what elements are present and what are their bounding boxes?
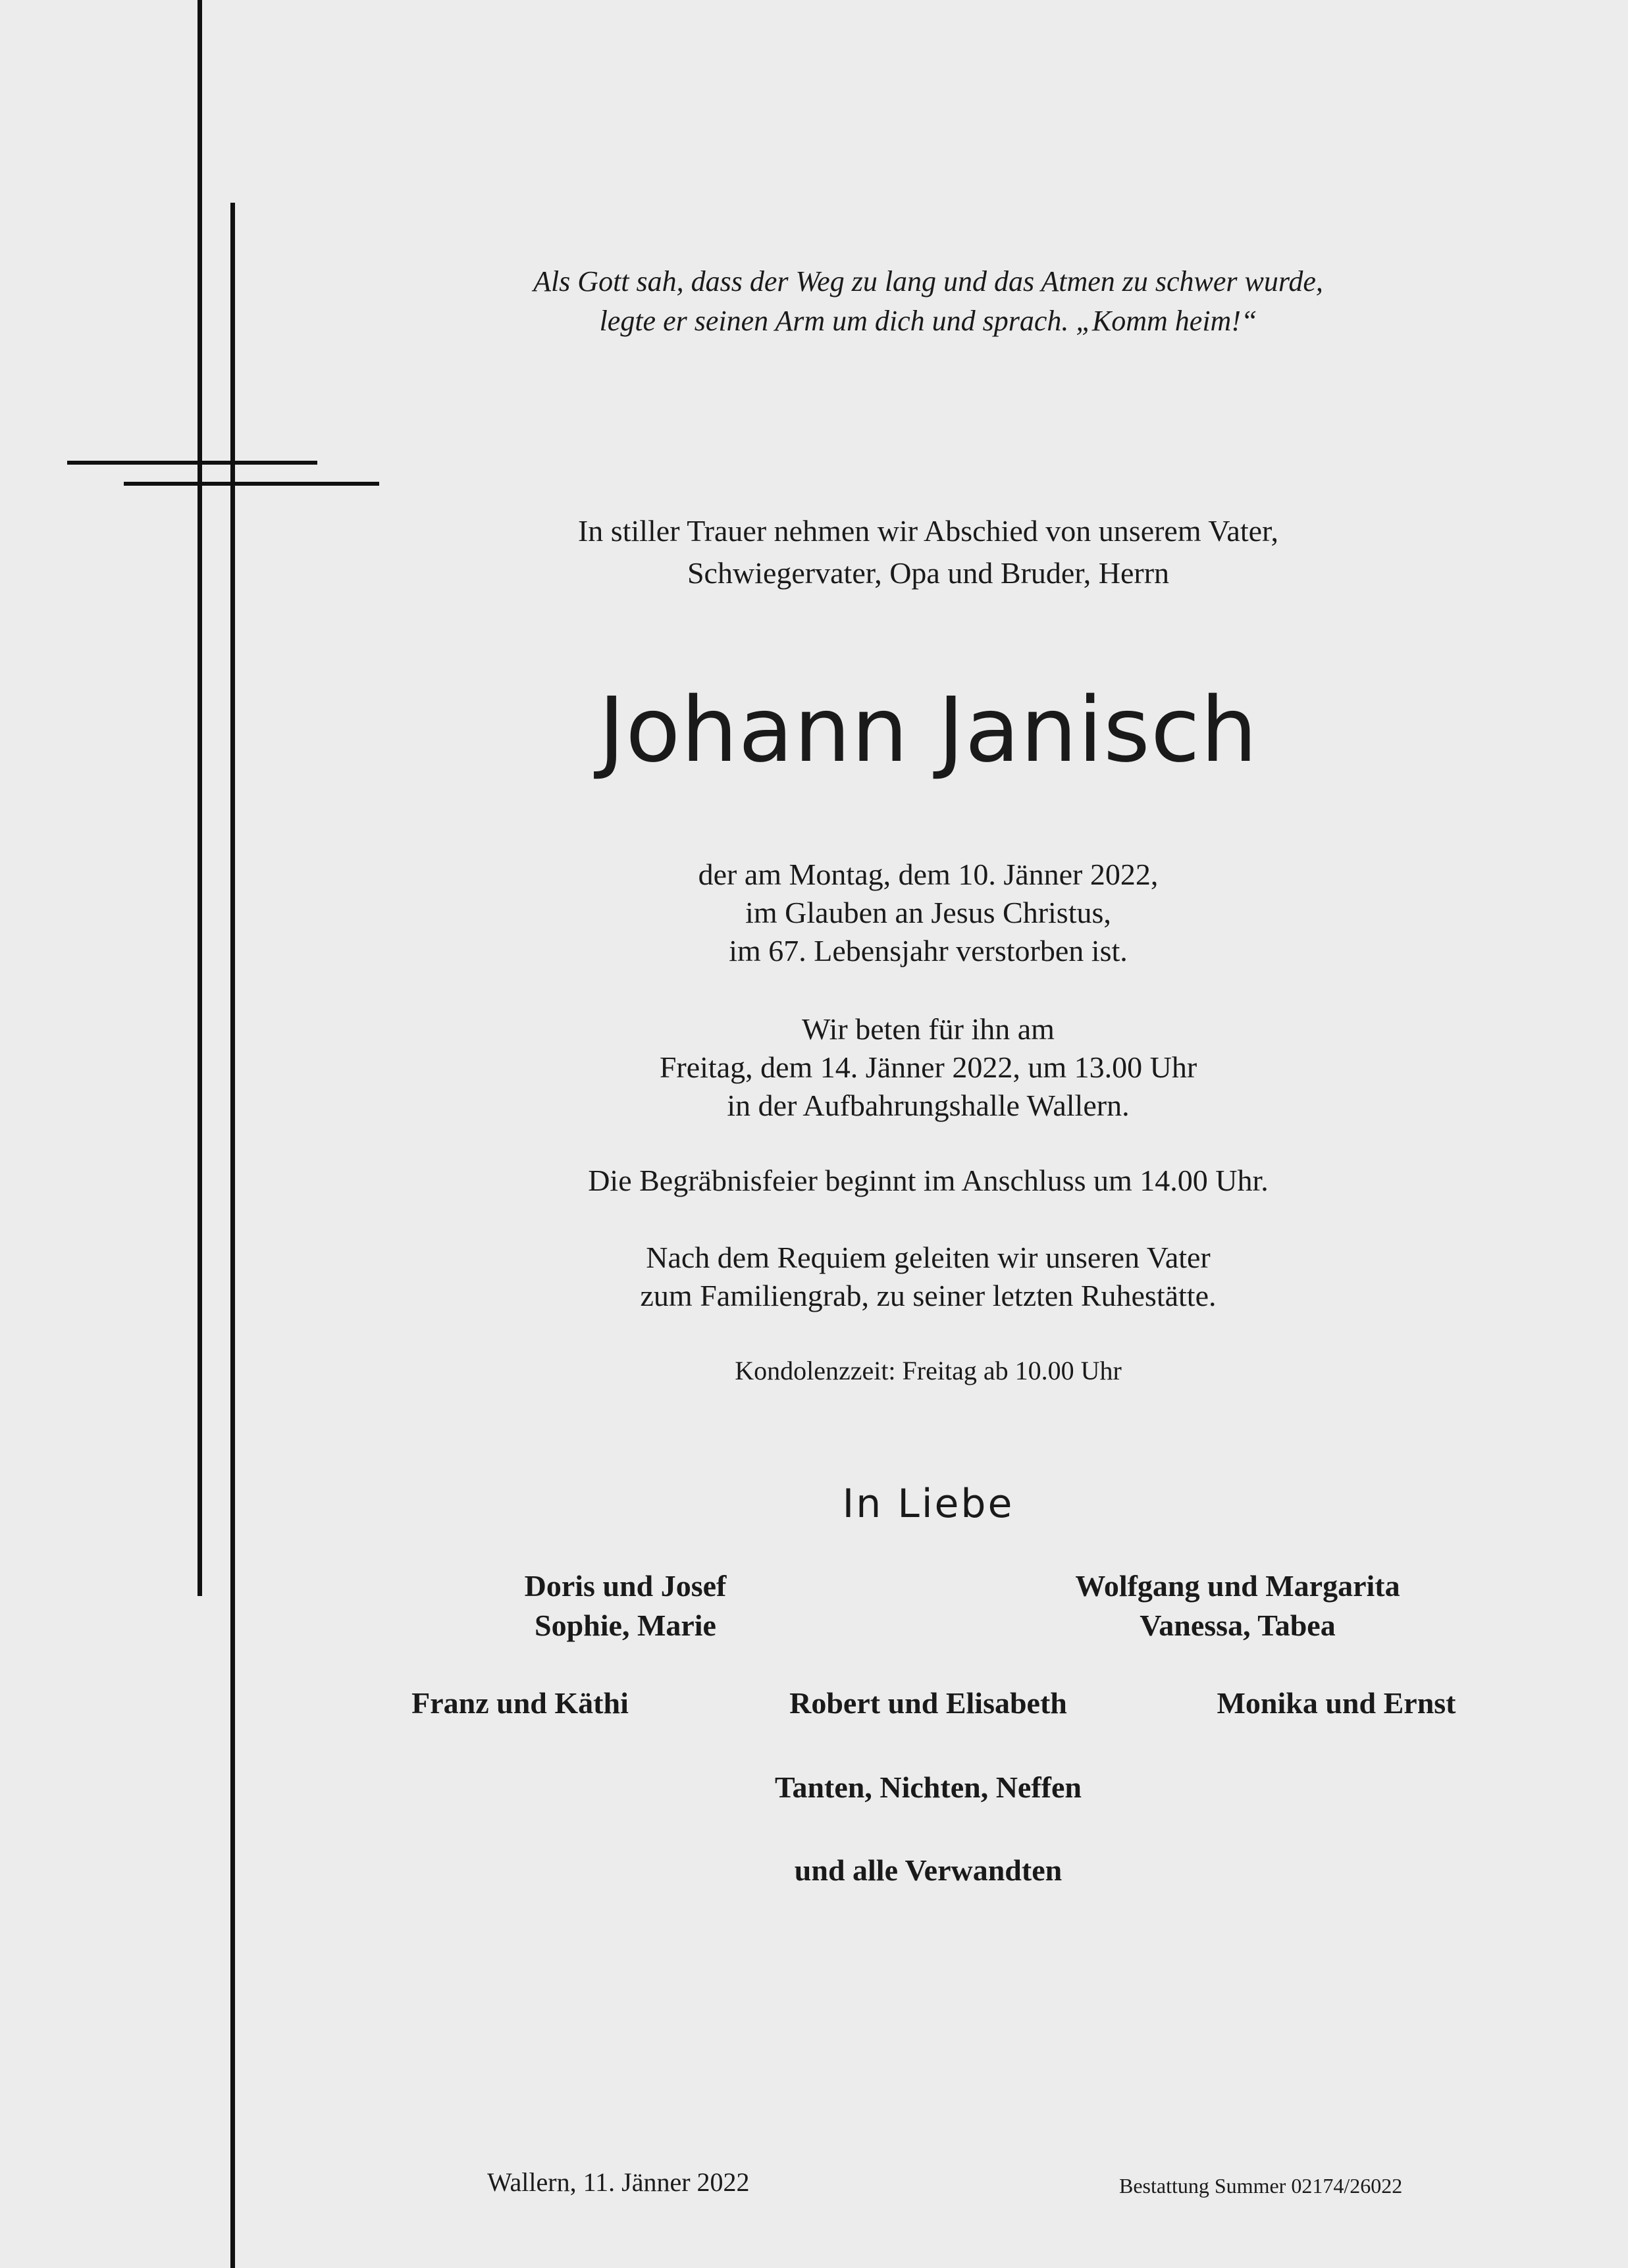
family-franz: Franz und Käthi [411,1686,629,1720]
death-line: im 67. Lebensjahr verstorben ist. [729,934,1128,967]
quote-line: Als Gott sah, dass der Weg zu lang und das Atmen zu schwer wurde, [533,265,1323,297]
prayer-details [369,1010,1488,1125]
family-line: Doris und Josef [524,1569,727,1603]
family-all-relatives: und alle Verwandten [794,1853,1063,1887]
cross-horizontal-line-upper [67,461,317,465]
burial-time: Die Begräbnisfeier beginnt im Anschluss um 14.00 Uhr. [588,1164,1269,1197]
prayer-line: Wir beten für ihn am [802,1012,1055,1046]
quote [369,262,1488,341]
family-line: Sophie, Marie [535,1609,716,1642]
family-line: Vanessa, Tabea [1140,1609,1336,1642]
prayer-line: Freitag, dem 14. Jänner 2022, um 13.00 Uhr [659,1050,1197,1084]
intro-line: Schwiegervater, Opa und Bruder, Herrn [687,556,1170,590]
intro-text [369,510,1488,594]
requiem-details [369,1239,1488,1315]
undertaker-info: Bestattung Summer 02174/26022 [1119,2174,1403,2198]
death-line: im Glauben an Jesus Christus, [745,896,1111,929]
family-relatives: Tanten, Nichten, Neffen [775,1770,1082,1804]
family-doris [461,1566,790,1645]
family-robert: Robert und Elisabeth [789,1686,1067,1720]
family-line: Wolfgang und Margarita [1075,1569,1400,1603]
deceased-name: Johann Janisch [598,679,1258,783]
death-line: der am Montag, dem 10. Jänner 2022, [698,858,1159,891]
cross-vertical-line-right [230,203,235,2268]
cross-vertical-line-left [197,0,202,1596]
intro-line: In stiller Trauer nehmen wir Abschied von unserem Vater, [577,514,1279,548]
requiem-line: zum Familiengrab, zu seiner letzten Ruhestätte. [640,1279,1217,1312]
death-details [369,856,1488,970]
prayer-line: in der Aufbahrungshalle Wallern. [727,1089,1130,1122]
in-love-heading: In Liebe [842,1481,1014,1527]
place-date: Wallern, 11. Jänner 2022 [487,2167,750,2197]
family-monika: Monika und Ernst [1217,1686,1456,1720]
family-wolfgang [1001,1566,1475,1645]
cross-horizontal-line-lower [124,482,379,486]
condolence-time: Kondolenzzeit: Freitag ab 10.00 Uhr [735,1356,1122,1385]
quote-line: legte er seinen Arm um dich und sprach. „Komm heim!“ [599,305,1257,337]
requiem-line: Nach dem Requiem geleiten wir unseren Vater [646,1241,1211,1274]
